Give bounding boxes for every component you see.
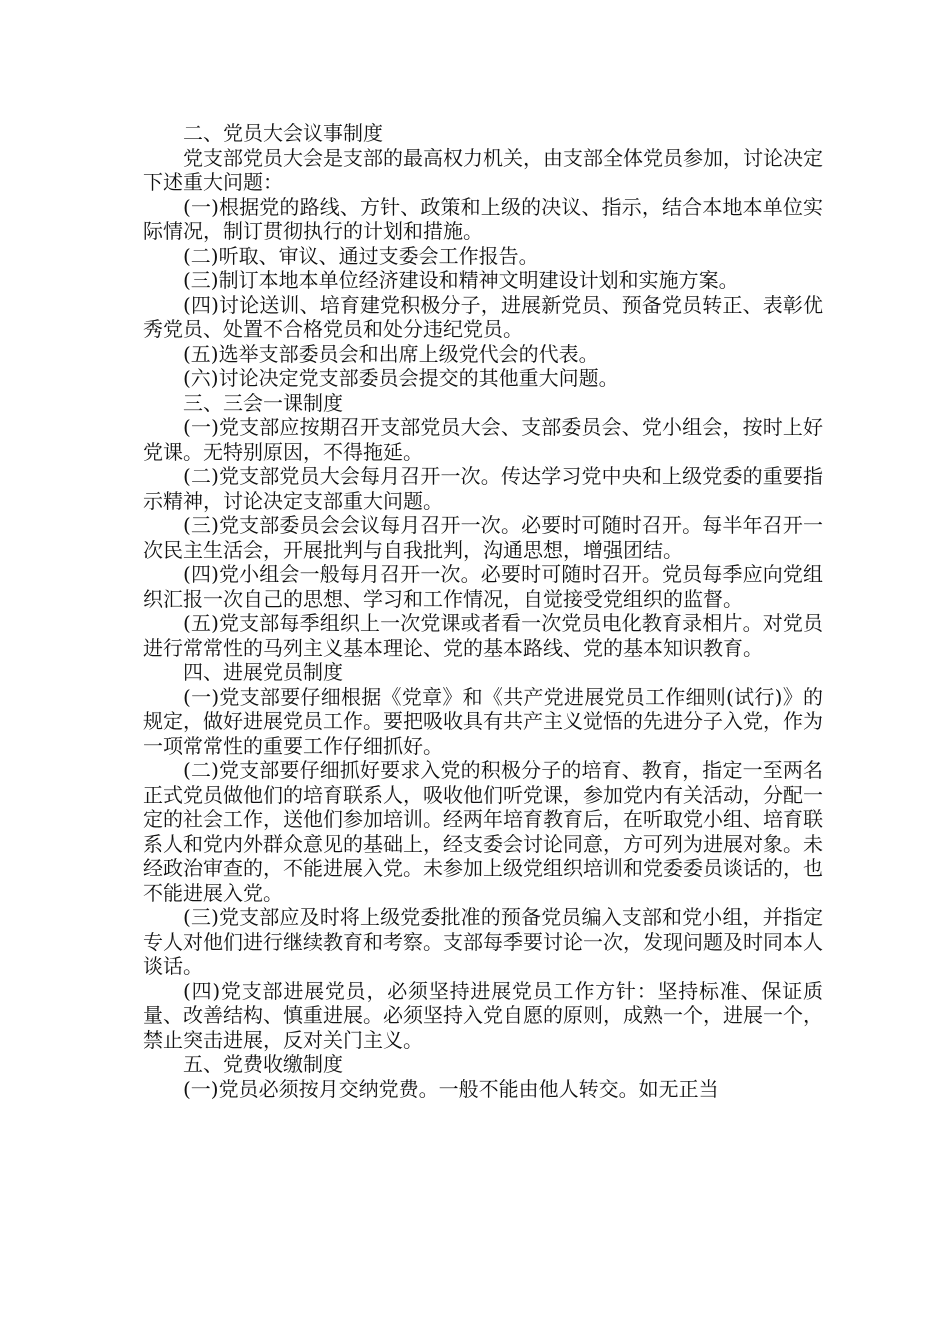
paragraph: (二)听取、审议、通过支委会工作报告。 xyxy=(183,243,539,268)
document-body xyxy=(143,121,823,1101)
paragraph: (六)讨论决定党支部委员会提交的其他重大问题。 xyxy=(183,366,619,390)
paragraph: (二)党支部要仔细抓好要求入党的积极分子的培育、教育，指定一至两名正式党员做他们的培育联系人，吸收他们听党课，参加党内有关活动，分配一定的社会工作，送他们参加培训。经两年培育教育后，在听取党小组、培育联系人和党内外群众意见的基础上，经支委会讨论同意，方可列为进展对象。未经政治审查的，不能进展入党。未参加上级党组织培训和党委委员谈话的，也不能进展入党。 xyxy=(143,758,823,905)
paragraph: (四)党支部进展党员，必须坚持进展党员工作方针：坚持标准、保证质量、改善结构、慎重进展。必须坚持入党自愿的原则，成熟一个，进展一个，禁止突击进展，反对关门主义。 xyxy=(143,978,823,1052)
section-heading-three-meetings: 三、三会一课制度 xyxy=(183,390,343,415)
paragraph: (一)党员必须按月交纳党费。一般不能由他人转交。如无正当 xyxy=(183,1076,719,1101)
section-heading-member-development: 四、进展党员制度 xyxy=(183,660,343,684)
paragraph: (四)讨论送训、培育建党积极分子，进展新党员、预备党员转正、表彰优秀党员、处置不合格党员和处分违纪党员。 xyxy=(143,292,823,341)
paragraph: (一)党支部要仔细根据《党章》和《共产党进展党员工作细则(试行)》的规定，做好进展党员工作。要把吸收具有共产主义觉悟的先进分子入党，作为一项常常性的重要工作仔细抓好。 xyxy=(143,684,823,758)
paragraph: (三)党支部应及时将上级党委批准的预备党员编入支部和党小组，并指定专人对他们进行继续教育和考察。支部每季要讨论一次，发现问题及时同本人谈话。 xyxy=(143,905,823,978)
paragraph: (二)党支部党员大会每月召开一次。传达学习党中央和上级党委的重要指示精神，讨论决定支部重大问题。 xyxy=(143,464,823,513)
paragraph: (三)制订本地本单位经济建设和精神文明建设计划和实施方案。 xyxy=(183,268,739,292)
section-heading-party-congress: 二、党员大会议事制度 xyxy=(183,121,383,145)
paragraph: 党支部党员大会是支部的最高权力机关，由支部全体党员参加，讨论决定下述重大问题： xyxy=(143,145,823,194)
paragraph: (一)根据党的路线、方针、政策和上级的决议、指示，结合本地本单位实际情况，制订贯彻执行的计划和措施。 xyxy=(143,194,823,243)
paragraph: (四)党小组会一般每月召开一次。必要时可随时召开。党员每季应向党组织汇报一次自己的思想、学习和工作情况，自觉接受党组织的监督。 xyxy=(143,562,823,611)
paragraph: (一)党支部应按期召开支部党员大会、支部委员会、党小组会，按时上好党课。无特别原因，不得拖延。 xyxy=(143,415,823,464)
section-heading-party-dues: 五、党费收缴制度 xyxy=(183,1052,343,1076)
paragraph: (五)党支部每季组织上一次党课或者看一次党员电化教育录相片。对党员进行常常性的马列主义基本理论、党的基本路线、党的基本知识教育。 xyxy=(143,611,823,660)
paragraph: (五)选举支部委员会和出席上级党代会的代表。 xyxy=(183,341,599,366)
paragraph: (三)党支部委员会会议每月召开一次。必要时可随时召开。每半年召开一次民主生活会，开展批判与自我批判，沟通思想，增强团结。 xyxy=(143,513,823,562)
